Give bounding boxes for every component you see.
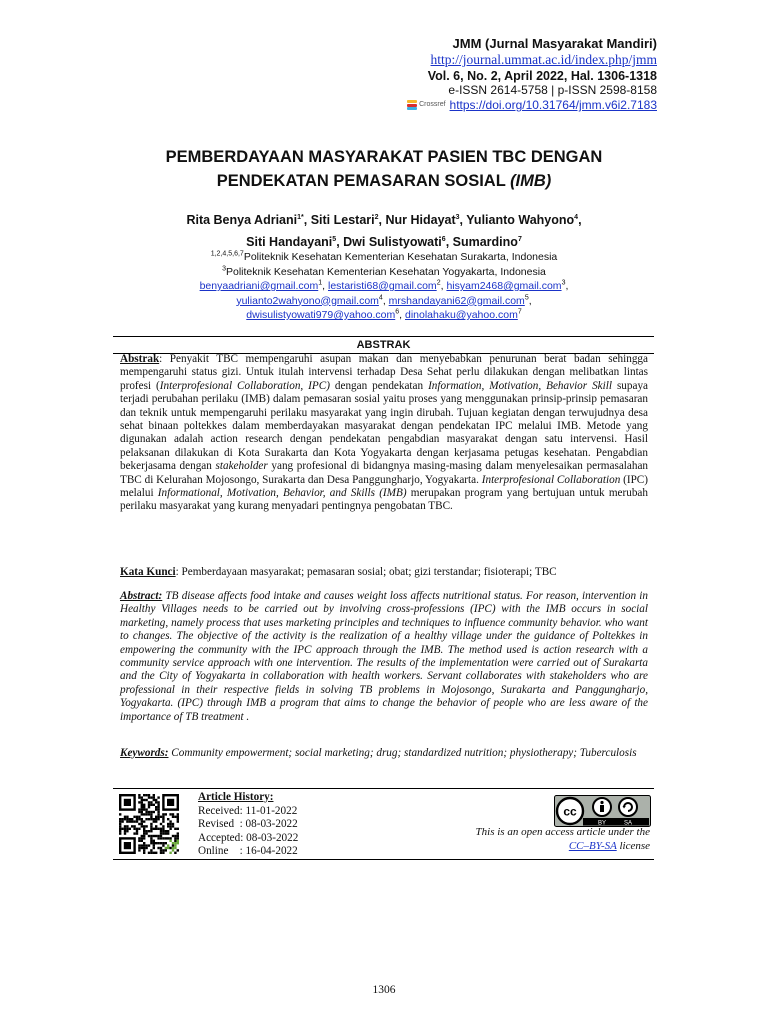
license-line-1: This is an open access article under the <box>475 826 650 838</box>
cc-by-label: BY <box>597 820 607 827</box>
title-line-2: PENDEKATAN PEMASARAN SOSIAL <box>216 172 511 190</box>
author-affiliation-sup: 4 <box>574 213 579 221</box>
author-name: Rita Benya Adriani <box>186 213 298 227</box>
email-link[interactable]: benyaadriani@gmail.com <box>199 280 319 292</box>
affiliations <box>0 250 768 323</box>
abstrak-paragraph <box>120 353 648 514</box>
author-name: Nur Hidayat <box>385 213 456 227</box>
journal-url-link[interactable]: http://journal.ummat.ac.id/index.php/jmm <box>430 52 657 67</box>
title-line-2-italic: (IMB) <box>510 172 552 190</box>
author-affiliation-sup: 2 <box>374 213 379 221</box>
kata-kunci-paragraph <box>120 566 648 579</box>
email-link[interactable]: dinolahaku@yahoo.com <box>405 309 518 321</box>
email-line: dwisulistyowati979@yahoo.com$^6$, dinolahaku@yahoo.com$^7$ <box>246 308 522 321</box>
affiliation-line: $^3$Politeknik Kesehatan Kementerian Kesehatan Yogyakarta, Indonesia <box>222 265 546 278</box>
journal-name: JMM (Jurnal Masyarakat Mandiri) <box>452 36 657 51</box>
email-link[interactable]: yulianto2wahyono@gmail.com <box>236 294 379 307</box>
abstrak-label: Abstrak <box>120 353 160 365</box>
journal-volume: Vol. 6, No. 2, April 2022, Hal. 1306-1318 <box>427 69 657 83</box>
author-name: Sumardino <box>452 235 518 249</box>
abstract-en-label: Abstract: <box>120 590 163 602</box>
author-affiliation-sup: 1* <box>297 213 304 221</box>
affiliation-line: $^{1,2,4,5,6,7}$Politeknik Kesehatan Kementerian Kesehatan Surakarta, Indonesia <box>210 250 558 263</box>
svg-text:cc: cc <box>563 804 577 819</box>
keywords-en-paragraph <box>120 747 648 760</box>
license-suffix: license <box>616 839 650 852</box>
qr-code-icon[interactable] <box>119 794 179 854</box>
email-link[interactable]: hisyam2468@gmail.com <box>446 280 562 292</box>
author-affiliation-sup: 7 <box>517 235 522 243</box>
keywords-en-text: Community empowerment; social marketing; drug; standardized nutrition; physiotherapy; Tuberculosis <box>168 747 637 759</box>
email-line: yulianto2wahyono@gmail.com$^4$, mrshandayani62@gmail.com$^5$, <box>236 294 532 307</box>
author-name: Dwi Sulistyowati <box>343 235 442 249</box>
cc-by-sa-badge-icon[interactable] <box>554 795 651 827</box>
page-number: 1306 <box>372 984 396 996</box>
abstrak-text: : Penyakit TBC mempengaruhi asupan makan dan menyebabkan penurunan berat badan sehingga mempengaruhi status gizi. Untuk itulah intervensi terhadap Desa Sehat perlu dilakukan dengan melibatkan lintas profesi (Interprofesional Collaboration, IPC) dengan pendekatan Information, Motivation, Behavior Skill supaya terjadi perubahan perilaku (IMB) dalam pemasaran sosial yaitu proses yang menggunakan prinsip-prinsip pemasaran dan teknik untuk mempengaruhi perilaku masyarakat yang ingin dirubah. Tujuan kegiatan dengan terwujudnya desa sehat binaan poltekkes dalam memberdayakan masyarakat dengan pendekatan IPC melalui IMB. Metode yang digunakan adalah action research dengan pendekatan pengabdian masyarakat dengan satu intervensi. Hasil pelaksanan dilakukan di Kota Surakarta dan Kota Yogyakarta dengan kerjasama petugas kesehatan. Pengabdian bekerjasama dengan stakeholder yang profesional di bidangnya masing-masing dalam menyelesaikan permasalahan TBC di Kelurahan Mojosongo, Surakarta dan Desa Panggungharjo, Yogyakarta. Interprofesional Collaboration (IPC) melalui Informational, Motivation, Behavior, and Skills (IMB) merupakan program yang bertujuan untuk merubah perilaku masyarakat yang kurang menyadari pentingnya pengobatan TBC. <box>120 353 649 513</box>
history-title: Article History: <box>198 791 274 803</box>
keywords-en-label: Keywords: <box>120 747 169 759</box>
doi-link[interactable]: https://doi.org/10.31764/jmm.v6i2.7183 <box>449 98 657 112</box>
history-revised: Revised : 08-03-2022 <box>198 818 298 830</box>
author-list: Rita Benya Adriani$^{1*}$, Siti Lestari$^2$, Nur Hidayat$^3$, Yulianto Wahyono$^4$, Siti Handayani$^5$, Dwi Sulistyowati$^6$, Sumardino$^7$ <box>186 213 582 249</box>
abstract-en-text: TB disease affects food intake and causes weight loss affects nutritional status. For reason, intervention in Healthy Villages needs to be carried out by involving cross-professions (IPC) with the IMB occurs in social marketing, namely process that uses marketing principles and techniques to influence community behavior. who want to changes. The objective of the activity is the realization of a healthy village under the guidance of Poltekkes in empowering the community with the IPC approach through the IMB. The method used is action research with a community service approach with one intervention. The results of the implementation were carried out of Surakarta and the City of Yogyakarta in collaboration with health workers. Servant collaborates with stakeholders who are professional in their respective fields in solving TB problems in Mojosongo, Surakarta and Panggungharjo, Yogyakarta. (IPC) through IMB a program that aims to change the behavior of people who are less aware of the importance of TB treatment . <box>120 590 648 723</box>
license-link[interactable]: CC–BY-SA <box>568 839 617 852</box>
paper-title <box>0 145 768 193</box>
author-name: Siti Handayani <box>246 235 333 249</box>
email-link[interactable]: dwisulistyowati979@yahoo.com <box>246 309 396 321</box>
history-received: Received: 11-01-2022 <box>198 804 298 817</box>
journal-header <box>407 36 657 113</box>
author-affiliation-sup: 6 <box>441 235 446 243</box>
article-info-box <box>113 788 654 860</box>
history-online: Online : 16-04-2022 <box>198 845 298 857</box>
email-link[interactable]: lestaristi68@gmail.com <box>327 280 437 292</box>
author-affiliation-sup: 3 <box>455 213 460 221</box>
abstract-en-paragraph <box>120 590 648 724</box>
author-name: Yulianto Wahyono <box>466 213 575 227</box>
journal-issn: e-ISSN 2614-5758 | p-ISSN 2598-8158 <box>448 83 657 97</box>
abstract-heading: ABSTRAK <box>113 336 654 354</box>
history-accepted: Accepted: 08-03-2022 <box>198 831 299 844</box>
license-text <box>476 826 650 853</box>
crossref-logo <box>407 97 445 113</box>
crossref-label: Crossref <box>419 101 446 108</box>
kata-kunci-text: : Pemberdayaan masyarakat; pemasaran sosial; obat; gizi terstandar; fisioterapi; TBC <box>175 566 557 578</box>
email-link[interactable]: mrshandayani62@gmail.com <box>388 294 525 307</box>
author-affiliation-sup: 5 <box>332 235 337 243</box>
cc-sa-label: SA <box>623 820 633 827</box>
email-line: benyaadriani@gmail.com$^1$, lestaristi68@gmail.com$^2$, hisyam2468@gmail.com$^3$, <box>199 279 569 292</box>
author-name: Siti Lestari <box>310 213 375 227</box>
article-history <box>198 791 298 859</box>
kata-kunci-label: Kata Kunci <box>120 566 176 578</box>
title-line-1: PEMBERDAYAAN MASYARAKAT PASIEN TBC DENGAN <box>165 148 603 166</box>
crossref-icon <box>407 100 417 110</box>
